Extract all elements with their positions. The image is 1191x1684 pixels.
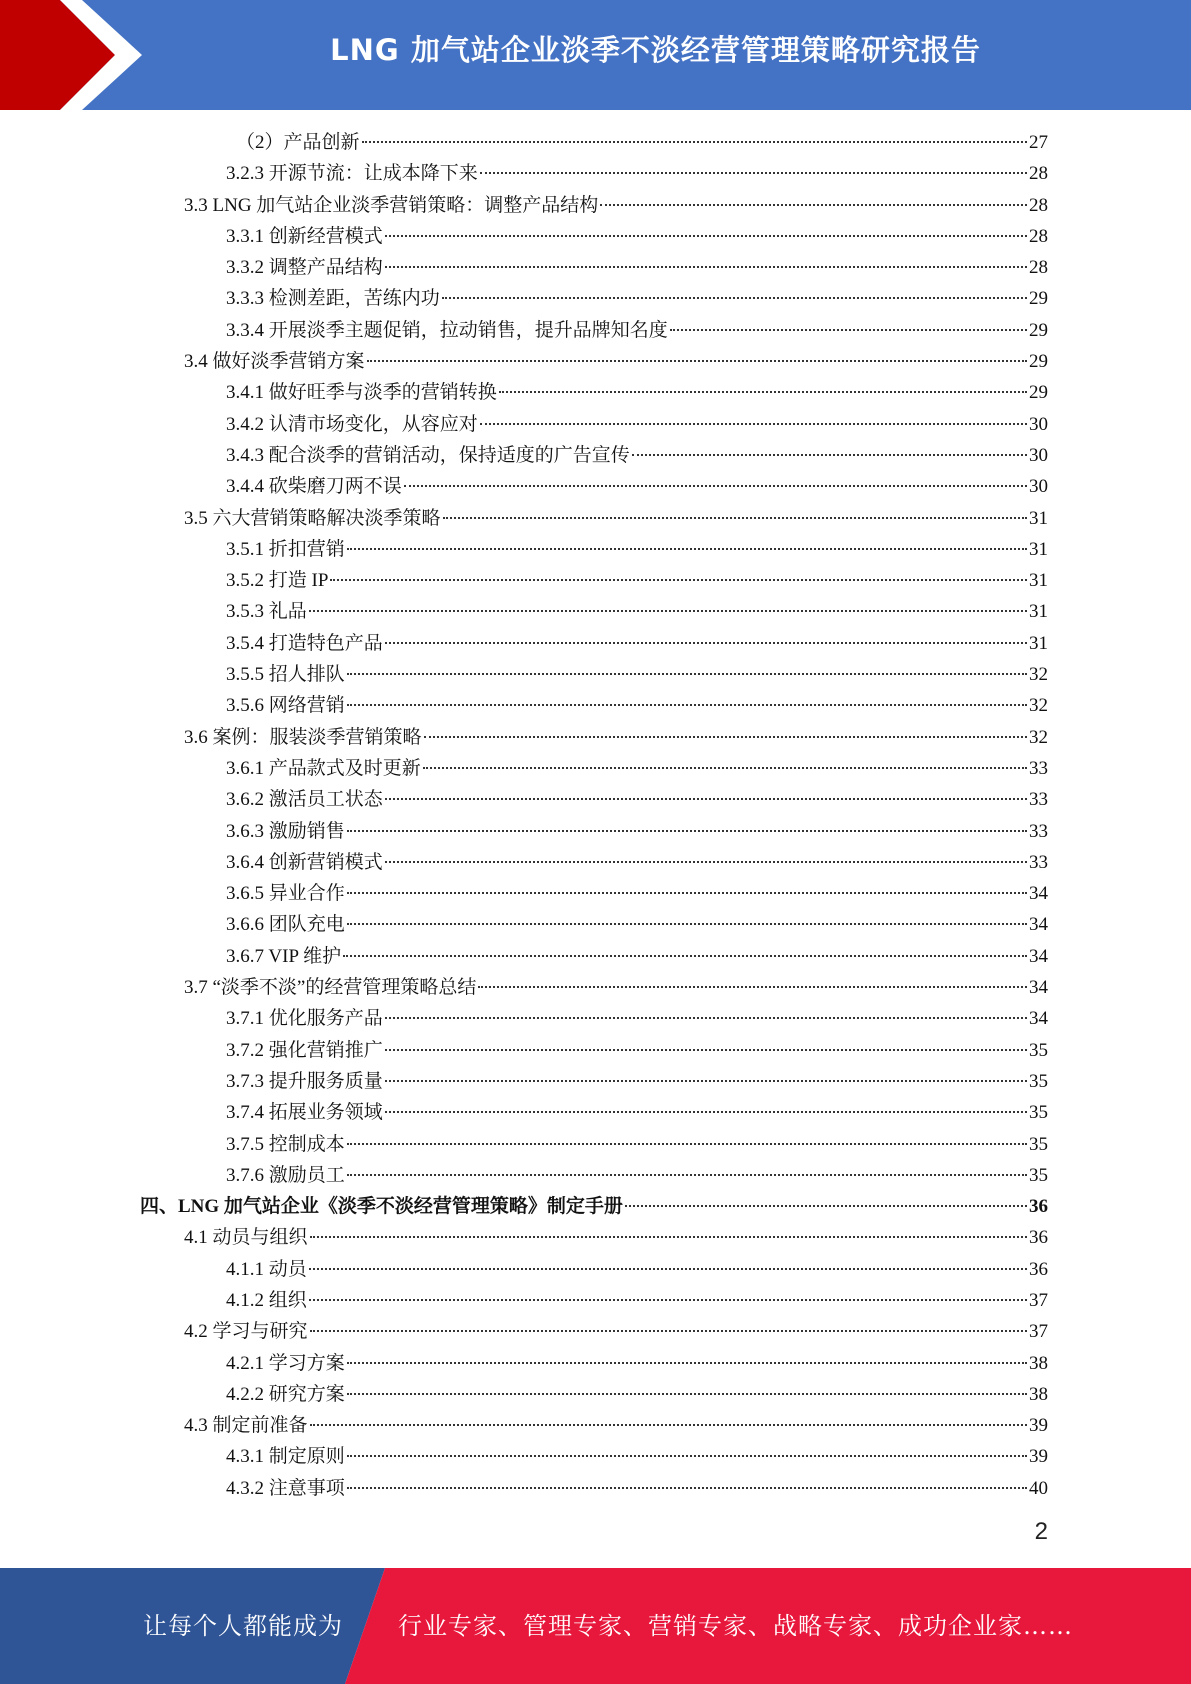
toc-entry[interactable] bbox=[140, 221, 1048, 252]
toc-entry-page: 28 bbox=[1029, 257, 1048, 279]
toc-entry-label: 3.3.4 开展淡季主题促销，拉动销售，提升品牌知名度 bbox=[226, 319, 668, 341]
toc-leader-dots bbox=[309, 609, 1027, 612]
toc-entry-page: 34 bbox=[1029, 914, 1048, 936]
toc-entry-label: （2）产品创新 bbox=[236, 132, 360, 153]
toc-entry[interactable] bbox=[140, 784, 1048, 815]
toc-entry[interactable] bbox=[140, 1035, 1048, 1066]
document-title: LNG 加气站企业淡季不淡经营管理策略研究报告 bbox=[330, 33, 981, 67]
toc-entry-label: 3.6 案例：服装淡季营销策略 bbox=[184, 726, 422, 748]
toc-entry-page: 36 bbox=[1029, 1258, 1048, 1280]
toc-entry-page: 27 bbox=[1029, 132, 1048, 153]
footer-slogan-left: 让每个人都能成为 bbox=[143, 1612, 343, 1640]
toc-leader-dots bbox=[478, 985, 1027, 988]
toc-leader-dots bbox=[442, 296, 1027, 299]
toc-leader-dots bbox=[385, 860, 1027, 863]
footer-banner bbox=[0, 1568, 1191, 1684]
toc-entry[interactable] bbox=[140, 972, 1048, 1003]
toc-entry-page: 35 bbox=[1029, 1070, 1048, 1092]
toc-entry-page: 30 bbox=[1029, 444, 1048, 466]
toc-entry-page: 30 bbox=[1029, 476, 1048, 498]
toc-entry-label: 3.7 “淡季不淡”的经营管理策略总结 bbox=[184, 977, 477, 999]
toc-leader-dots bbox=[404, 484, 1027, 487]
toc-entry-page: 31 bbox=[1029, 507, 1048, 529]
toc-entry[interactable] bbox=[140, 1003, 1048, 1034]
toc-entry[interactable] bbox=[140, 941, 1048, 972]
toc-entry-label: 3.6.3 激励销售 bbox=[226, 820, 345, 842]
toc-entry-page: 33 bbox=[1029, 757, 1048, 779]
toc-leader-dots bbox=[347, 891, 1027, 894]
toc-entry[interactable] bbox=[140, 283, 1048, 314]
toc-entry-label: 3.7.1 优化服务产品 bbox=[226, 1008, 383, 1030]
toc-leader-dots bbox=[480, 171, 1027, 174]
toc-entry-label: 3.5.1 折扣营销 bbox=[226, 538, 345, 560]
toc-entry-label: 3.4.3 配合淡季的营销活动，保持适度的广告宣传 bbox=[226, 444, 630, 466]
toc-entry-page: 32 bbox=[1029, 726, 1048, 748]
toc-entry-label: 4.1 动员与组织 bbox=[184, 1227, 308, 1249]
toc-leader-dots bbox=[385, 1079, 1027, 1082]
toc-leader-dots bbox=[347, 672, 1027, 675]
toc-entry-label: 3.7.4 拓展业务领域 bbox=[226, 1102, 383, 1124]
toc-entry-page: 33 bbox=[1029, 820, 1048, 842]
toc-leader-dots bbox=[309, 1298, 1027, 1301]
toc-leader-dots bbox=[347, 1173, 1027, 1176]
toc-entry-page: 33 bbox=[1029, 789, 1048, 811]
toc-entry[interactable] bbox=[140, 158, 1048, 189]
toc-entry[interactable] bbox=[140, 315, 1048, 346]
toc-entry[interactable] bbox=[140, 1473, 1048, 1504]
toc-entry-page: 31 bbox=[1029, 632, 1048, 654]
toc-entry-label: 4.3 制定前准备 bbox=[184, 1415, 308, 1437]
toc-leader-dots bbox=[443, 516, 1027, 519]
toc-entry[interactable] bbox=[140, 377, 1048, 408]
toc-entry-page: 37 bbox=[1029, 1289, 1048, 1311]
toc-entry-page: 33 bbox=[1029, 851, 1048, 873]
toc-entry-label: 3.5.6 网络营销 bbox=[226, 695, 345, 717]
toc-entry[interactable] bbox=[140, 690, 1048, 721]
toc-entry-label: 四、LNG 加气站企业《淡季不淡经营管理策略》制定手册 bbox=[140, 1196, 623, 1218]
toc-entry[interactable] bbox=[140, 847, 1048, 878]
toc-entry-label: 3.3.2 调整产品结构 bbox=[226, 257, 383, 279]
toc-leader-dots bbox=[480, 422, 1027, 425]
toc-leader-dots bbox=[347, 1142, 1027, 1145]
toc-entry[interactable] bbox=[140, 909, 1048, 940]
toc-leader-dots bbox=[385, 265, 1027, 268]
toc-entry-label: 3.4.1 做好旺季与淡季的营销转换 bbox=[226, 382, 497, 404]
toc-entry-label: 3.3.3 检测差距，苦练内功 bbox=[226, 288, 440, 310]
toc-leader-dots bbox=[670, 328, 1027, 331]
toc-entry-label: 3.6.2 激活员工状态 bbox=[226, 789, 383, 811]
toc-entry-label: 3.2.3 开源节流：让成本降下来 bbox=[226, 163, 478, 185]
toc-leader-dots bbox=[385, 641, 1027, 644]
toc-entry[interactable] bbox=[140, 534, 1048, 565]
toc-leader-dots bbox=[343, 954, 1027, 957]
toc-entry[interactable] bbox=[140, 440, 1048, 471]
toc-entry-label: 3.7.2 强化营销推广 bbox=[226, 1039, 383, 1061]
toc-entry[interactable] bbox=[140, 722, 1048, 753]
toc-entry-label: 3.5 六大营销策略解决淡季策略 bbox=[184, 507, 441, 529]
toc-entry-label: 4.3.1 制定原则 bbox=[226, 1446, 345, 1468]
toc-entry-label: 4.1.1 动员 bbox=[226, 1258, 307, 1280]
toc-entry[interactable] bbox=[140, 1066, 1048, 1097]
toc-entry-label: 4.2.1 学习方案 bbox=[226, 1352, 345, 1374]
toc-leader-dots bbox=[632, 453, 1027, 456]
toc-entry[interactable] bbox=[140, 127, 1048, 158]
toc-entry-page: 35 bbox=[1029, 1039, 1048, 1061]
toc-entry-page: 36 bbox=[1029, 1227, 1048, 1249]
toc-entry-page: 39 bbox=[1029, 1446, 1048, 1468]
toc-leader-dots bbox=[347, 547, 1027, 550]
toc-leader-dots bbox=[424, 735, 1027, 738]
toc-entry-label: 4.1.2 组织 bbox=[226, 1289, 307, 1311]
toc-entry-label: 3.6.6 团队充电 bbox=[226, 914, 345, 936]
header-banner bbox=[0, 0, 1191, 110]
toc-entry-page: 31 bbox=[1029, 538, 1048, 560]
toc-leader-dots bbox=[347, 1486, 1027, 1489]
toc-entry-label: 4.2.2 研究方案 bbox=[226, 1383, 345, 1405]
toc-entry-page: 38 bbox=[1029, 1383, 1048, 1405]
toc-entry[interactable] bbox=[140, 1160, 1048, 1191]
toc-entry-label: 3.7.5 控制成本 bbox=[226, 1133, 345, 1155]
toc-entry-page: 38 bbox=[1029, 1352, 1048, 1374]
toc-entry[interactable] bbox=[140, 1316, 1048, 1347]
toc-entry-page: 34 bbox=[1029, 977, 1048, 999]
toc-entry-page: 35 bbox=[1029, 1102, 1048, 1124]
toc-entry-page: 35 bbox=[1029, 1133, 1048, 1155]
toc-leader-dots bbox=[347, 1361, 1027, 1364]
toc-entry-page: 31 bbox=[1029, 570, 1048, 592]
toc-leader-dots bbox=[385, 1110, 1027, 1113]
toc-entry-label: 3.7.3 提升服务质量 bbox=[226, 1070, 383, 1092]
toc-leader-dots bbox=[423, 766, 1027, 769]
toc-entry[interactable] bbox=[140, 1379, 1048, 1410]
toc-entry[interactable] bbox=[140, 628, 1048, 659]
toc-entry-label: 3.5.5 招人排队 bbox=[226, 664, 345, 686]
toc-entry-label: 3.3.1 创新经营模式 bbox=[226, 225, 383, 247]
toc-entry[interactable] bbox=[140, 659, 1048, 690]
toc-leader-dots bbox=[347, 1392, 1027, 1395]
toc-entry-page: 28 bbox=[1029, 225, 1048, 247]
toc-entry[interactable] bbox=[140, 1410, 1048, 1441]
toc-entry-label: 3.4.2 认清市场变化，从容应对 bbox=[226, 413, 478, 435]
toc-leader-dots bbox=[600, 203, 1027, 206]
toc-entry-label: 3.5.2 打造 IP bbox=[226, 570, 329, 592]
toc-leader-dots bbox=[362, 140, 1027, 143]
toc-entry-page: 40 bbox=[1029, 1477, 1048, 1499]
toc-entry-label: 3.6.1 产品款式及时更新 bbox=[226, 757, 421, 779]
toc-entry-page: 30 bbox=[1029, 413, 1048, 435]
toc-entry-page: 29 bbox=[1029, 319, 1048, 341]
toc-leader-dots bbox=[310, 1423, 1027, 1426]
toc-entry-label: 3.6.5 异业合作 bbox=[226, 883, 345, 905]
toc-entry-label: 3.5.4 打造特色产品 bbox=[226, 632, 383, 654]
toc-leader-dots bbox=[385, 1048, 1027, 1051]
toc-entry[interactable] bbox=[140, 1097, 1048, 1128]
toc-entry[interactable] bbox=[140, 252, 1048, 283]
toc-entry-label: 3.4.4 砍柴磨刀两不误 bbox=[226, 476, 402, 498]
toc-leader-dots bbox=[347, 1454, 1027, 1457]
toc-entry-page: 32 bbox=[1029, 664, 1048, 686]
toc-entry-page: 29 bbox=[1029, 351, 1048, 373]
toc-entry-page: 37 bbox=[1029, 1321, 1048, 1343]
toc-entry[interactable] bbox=[140, 596, 1048, 627]
toc-entry[interactable] bbox=[140, 190, 1048, 221]
toc-entry-page: 29 bbox=[1029, 288, 1048, 310]
toc-entry-label: 4.2 学习与研究 bbox=[184, 1321, 308, 1343]
toc-entry-label: 3.6.4 创新营销模式 bbox=[226, 851, 383, 873]
toc-entry[interactable] bbox=[140, 565, 1048, 596]
toc-leader-dots bbox=[367, 359, 1027, 362]
toc-leader-dots bbox=[310, 1329, 1027, 1332]
toc-leader-dots bbox=[309, 1267, 1027, 1270]
toc-entry[interactable] bbox=[140, 346, 1048, 377]
toc-entry-label: 3.5.3 礼品 bbox=[226, 601, 307, 623]
toc-entry-page: 34 bbox=[1029, 1008, 1048, 1030]
footer-slogan-right: 行业专家、管理专家、营销专家、战略专家、成功企业家…… bbox=[398, 1612, 1073, 1640]
toc-leader-dots bbox=[385, 797, 1027, 800]
toc-entry[interactable] bbox=[140, 1441, 1048, 1472]
toc-entry[interactable] bbox=[140, 1191, 1048, 1222]
toc-leader-dots bbox=[347, 703, 1027, 706]
toc-leader-dots bbox=[310, 1235, 1027, 1238]
toc-entry-label: 3.3 LNG 加气站企业淡季营销策略：调整产品结构 bbox=[184, 194, 599, 216]
toc-entry[interactable] bbox=[140, 1222, 1048, 1253]
toc-entry-page: 28 bbox=[1029, 163, 1048, 185]
toc-entry[interactable] bbox=[140, 503, 1048, 534]
toc-entry[interactable] bbox=[140, 1348, 1048, 1379]
toc-leader-dots bbox=[385, 234, 1027, 237]
toc-leader-dots bbox=[330, 578, 1027, 581]
toc-leader-dots bbox=[385, 1016, 1027, 1019]
toc-leader-dots bbox=[347, 829, 1027, 832]
toc-entry[interactable] bbox=[140, 1285, 1048, 1316]
toc-entry-page: 32 bbox=[1029, 695, 1048, 717]
toc-entry[interactable] bbox=[140, 471, 1048, 502]
table-of-contents bbox=[140, 127, 1048, 1504]
toc-entry[interactable] bbox=[140, 753, 1048, 784]
toc-entry[interactable] bbox=[140, 1254, 1048, 1285]
toc-entry-page: 36 bbox=[1029, 1196, 1048, 1218]
toc-entry-page: 35 bbox=[1029, 1164, 1048, 1186]
toc-entry-label: 4.3.2 注意事项 bbox=[226, 1477, 345, 1499]
toc-entry[interactable] bbox=[140, 409, 1048, 440]
toc-leader-dots bbox=[499, 390, 1027, 393]
toc-leader-dots bbox=[347, 922, 1027, 925]
toc-entry[interactable] bbox=[140, 878, 1048, 909]
toc-entry-page: 28 bbox=[1029, 194, 1048, 216]
toc-entry-label: 3.4 做好淡季营销方案 bbox=[184, 351, 365, 373]
toc-leader-dots bbox=[625, 1204, 1027, 1207]
chevron-arrow-icon bbox=[0, 0, 160, 110]
toc-entry-page: 29 bbox=[1029, 382, 1048, 404]
toc-entry-page: 39 bbox=[1029, 1415, 1048, 1437]
toc-entry[interactable] bbox=[140, 816, 1048, 847]
toc-entry[interactable] bbox=[140, 1129, 1048, 1160]
toc-entry-label: 3.7.6 激励员工 bbox=[226, 1164, 345, 1186]
page-number: 2 bbox=[1034, 1518, 1048, 1545]
toc-entry-label: 3.6.7 VIP 维护 bbox=[226, 945, 342, 967]
toc-entry-page: 34 bbox=[1029, 883, 1048, 905]
toc-entry-page: 31 bbox=[1029, 601, 1048, 623]
toc-entry-page: 34 bbox=[1029, 945, 1048, 967]
